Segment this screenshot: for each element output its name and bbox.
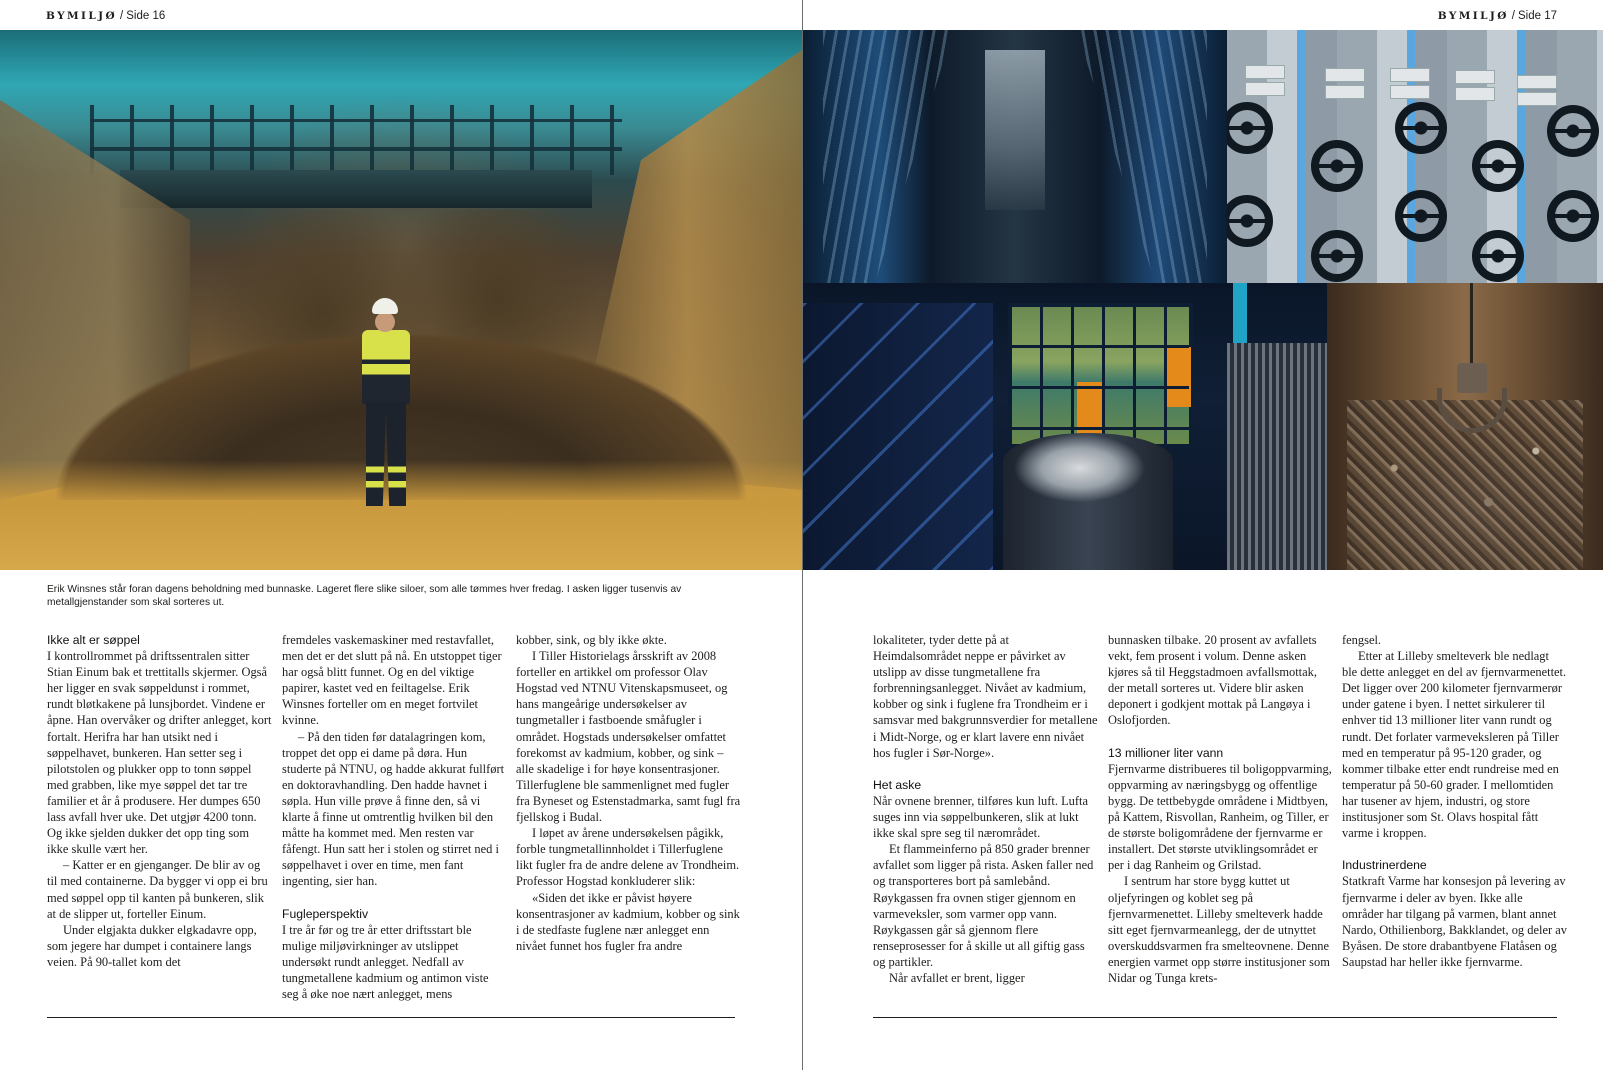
page-number: Side 17 [1517, 10, 1557, 22]
paragraph: I sentrum har store bygg kuttet ut oljefyringen og koblet seg på fjernvarmenettet. Lilleby smelteverk hadde sitt eget fjernvarmeanlegg, der de utnyttet overskuddsvarmen fra smelteovnene. Denne energien varmet opp større institusjoner som Nidar og Tunga krets- [1108, 874, 1330, 985]
section-heading: Het aske [873, 777, 922, 792]
window-grid [1012, 307, 1189, 444]
valve-label [1517, 75, 1557, 89]
valve-label [1325, 68, 1365, 82]
valve-wheel-icon [1311, 140, 1363, 192]
valve-label [1245, 82, 1285, 96]
section-heading: Industrinerdene [1342, 858, 1427, 873]
worker-torso [362, 330, 410, 404]
valve-label [1390, 85, 1430, 99]
paragraph: – Katter er en gjenganger. De blir av og til med containerne. Da bygger vi opp ei bru med søppel opp til kanten på bunkeren, slik at de slipper ut, forteller Einum. [47, 858, 268, 921]
photo-tank [1003, 433, 1173, 570]
paragraph: Statkraft Varme har konsesjon på levering av fjernvarme i deler av byen. Ikke alle områder har tilgang på varmen, blant annet Nardo, Othilienborg, Bakklandet, og deler av Byåsen. De store drabantbyene Flatåsen og Saupstad har heller ikke fjernvarme. [1342, 874, 1567, 969]
header-separator: / [1511, 10, 1515, 22]
valve-wheel-icon [1472, 230, 1524, 282]
section-heading: Fugleperspektiv [282, 906, 369, 921]
photo-rail-right [1077, 30, 1207, 283]
article-column-6 [1342, 632, 1567, 970]
valve-label [1455, 70, 1495, 84]
valve-wheel-icon [1227, 195, 1273, 247]
photo-grab-crane [1437, 353, 1507, 433]
valve-wheel-icon [1311, 230, 1363, 282]
photo-window [1008, 303, 1193, 448]
bottom-rule-left [47, 1017, 735, 1018]
worker-helmet [372, 298, 398, 314]
page-header-left [46, 10, 165, 22]
magazine-brand: BYMILJØ [1437, 10, 1509, 22]
valve-label [1245, 65, 1285, 79]
paragraph: «Siden det ikke er påvist høyere konsentrasjoner av kadmium, kobber og sink i de stedfaste fuglene nær anlegget enn nivået funnet hos fugler fra andre [516, 890, 740, 953]
valve-wheel-icon [1547, 190, 1599, 242]
paragraph: Når ovnene brenner, tilføres kun luft. Lufta suges inn via søppelbunkeren, slik at lukt ikke skal spre seg til nærområdet. [873, 793, 1089, 841]
paragraph: kobber, sink, og bly ikke økte. [516, 633, 667, 647]
paragraph-gap [282, 890, 507, 906]
paragraph: I tre år før og tre år etter driftsstart ble mulige miljøvirkninger av utslippet undersøkt rundt anlegget. Nedfall av tungmetallene kadmium og antimon viste seg å øke noe nært anlegget, mens [282, 922, 489, 1002]
page-number: Side 16 [126, 10, 166, 22]
bottom-rule-right [873, 1017, 1557, 1018]
page-header-right [1438, 10, 1557, 22]
photo-caption: Erik Winsnes står foran dagens beholdning med bunnaske. Lageret flere slike siloer, som alle tømmes hver fredag. I asken ligger tusenvis av metallgjenstander som skal sorteres ut. [47, 584, 682, 608]
valve-label [1390, 68, 1430, 82]
photo-worker [358, 298, 414, 513]
paragraph: fengsel. [1342, 633, 1382, 647]
valve-label [1325, 85, 1365, 99]
valve-label [1455, 87, 1495, 101]
paragraph: – På den tiden før datalagringen kom, troppet det opp ei dame på døra. Hun studerte på NTNU, og hadde akkurat fullført en doktoravhandling. Den hadde havnet i søpla. Hun ville prøve å finne den, så vi klarte å finne ut omtrentlig hvilken bil den måtte ha kommet med. Men resten var fåfengt. Hun satt her i stolen og stirret ned i søppelhavet i over en time, men fant ingenting, sier han. [282, 729, 505, 889]
paragraph: Under elgjakta dukker elgkadavre opp, som jegere har dumpet i containere langs veien. På 90-tallet kom det [47, 922, 257, 969]
paragraph: Fjernvarme distribueres til boligoppvarming, oppvarming av næringsbygg og offentlige bygg. De tettbebygde områdene i Midtbyen, på Kattem, Risvollan, Ranheim, og Tiller, er de største boligområdene der fjernvarme er installert. Det største utviklingsområdet er per i dag Ranheim og Grilstad. [1108, 761, 1332, 873]
photo-corridor [803, 30, 1227, 283]
photo-stairwell [803, 283, 1327, 570]
paragraph: fremdeles vaskemaskiner med restavfallet, men det er det slutt på nå. En utstoppet tiger har også blitt funnet. Og en del viktige papirer, kastet ved en feiltagelse. Erik Winsnes forteller om en meget fortvilet kvinne. [282, 633, 502, 728]
section-heading: Ikke alt er søppel [47, 633, 140, 647]
paragraph: Når avfallet er brent, ligger [889, 970, 1025, 985]
grab-claw [1437, 388, 1507, 433]
photo-rail-left [823, 30, 953, 283]
paragraph: Et flammeinferno på 850 grader brenner avfallet som ligger på rista. Asken faller ned og transporteres bort på samlebånd. Røykgassen fra ovnen stiger gjennom en varmeveksler, som varmer opp vann. Røykgassen går så gjennom flere renseprosesser for å skille ut all giftig gass og partikler. [873, 842, 1094, 969]
photo-light-shaft [985, 50, 1045, 210]
valve-wheel-icon [1547, 105, 1599, 157]
article-column-1 [47, 632, 272, 970]
article-column-3 [516, 632, 741, 954]
photo-grate [1227, 343, 1327, 570]
paragraph-gap [1342, 841, 1567, 857]
paragraph-gap [873, 761, 1098, 777]
paragraph: lokaliteter, tyder dette på at Heimdalsområdet neppe er påvirket av utslipp av disse tungmetallene fra forbrenningsanlegget. Nivået av kadmium, kobber og sink i fuglene fra Trondheim er i samsvar med bakgrunnsverdier for metallene i Midt-Norge, og er klart lavere enn nivået hos fugler i Sør-Norge». [873, 633, 1098, 760]
paragraph: Etter at Lilleby smelteverk ble nedlagt ble dette anlegget en del av fjernvarmenettet. Det ligger over 200 kilometer fjernvarmerør under gatene i byen. I nettet sirkulerer til enhver tid 13 millioner liter vann rundt og rundt. Det forlater varmeveksleren på Tiller med en temperatur på 95-120 grader, og kommer tilbake etter endt rundreise med en temperatur på 50-60 grader. I mellomtiden har tusener av hjem, industri, og store institusjoner som St. Olavs hospital fått varme i kroppen. [1342, 649, 1567, 841]
paragraph: bunnasken tilbake. 20 prosent av avfallets vekt, fem prosent i volum. Denne asken kjøres så til Heggstadmoen avfallsmottak, der metall sorteres ut. Videre blir asken deponert i godkjent mottak på Langøya i Oslofjorden. [1108, 633, 1317, 728]
paragraph: I løpet av årene undersøkelsen pågikk, forble tungmetallinnholdet i Tillerfuglene likt fugler fra de andre delene av Trondheim. Professor Hogstad konkluderer slik: [516, 826, 740, 889]
photo-ash-silo [0, 30, 802, 570]
valve-wheel-icon [1395, 102, 1447, 154]
worker-legs [366, 402, 406, 506]
header-separator: / [120, 10, 124, 22]
worker-head [375, 312, 395, 332]
photo-catwalk [803, 303, 993, 570]
photo-valves [1227, 30, 1603, 283]
valve-wheel-icon [1395, 190, 1447, 242]
article-column-5 [1108, 632, 1333, 986]
article-column-2 [282, 632, 507, 1002]
photo-beam [120, 170, 592, 208]
valve-wheel-icon [1472, 140, 1524, 192]
valve-label [1517, 92, 1557, 106]
valve-wheel-icon [1227, 102, 1273, 154]
grab-cable [1470, 283, 1473, 363]
magazine-brand: BYMILJØ [46, 10, 118, 22]
paragraph: I kontrollrommet på driftssentralen sitter Stian Einum bak et trettitalls skjermer. Også her ligger en svak søppeldunst i rommet, rundt bløtkakene på lunsjbordet. Vindene er åpne. Han overvåker og drifter anlegget, kort fortalt. Herifra har han utsikt ned i søppelhavet, bunkeren. Han setter seg i pilotstolen og plukker opp to tonn søppel med grabben, like mye søppel det tar tre familier et år å produsere. Her dumpes 650 lass avfall hver uke. Det utgjør 4200 tonn. Og ikke sjelden dukker det opp ting som ikke skulle vært her. [47, 649, 272, 857]
section-heading: 13 millioner liter vann [1108, 745, 1224, 760]
photo-waste-bunker [1327, 283, 1603, 570]
photo-railing [90, 105, 622, 175]
paragraph: I Tiller Historielags årsskrift av 2008 forteller en artikkel om professor Olav Hogstad ved NTNU Vitenskapsmuseet, og hans mangeårige undersøkelser av tungmetaller i fastboende småfugler i området. Hogstads undersøkelser omfattet forekomst av kadmium, kobber, og sink – alle skadelige i for høye konsentrasjoner. Tillerfuglene ble sammenlignet med fugler fra Byneset og Estenstadmarka, samt fugl fra fjellskog i Budal. [516, 649, 741, 825]
article-column-4 [873, 632, 1098, 986]
paragraph-gap [1108, 729, 1333, 745]
